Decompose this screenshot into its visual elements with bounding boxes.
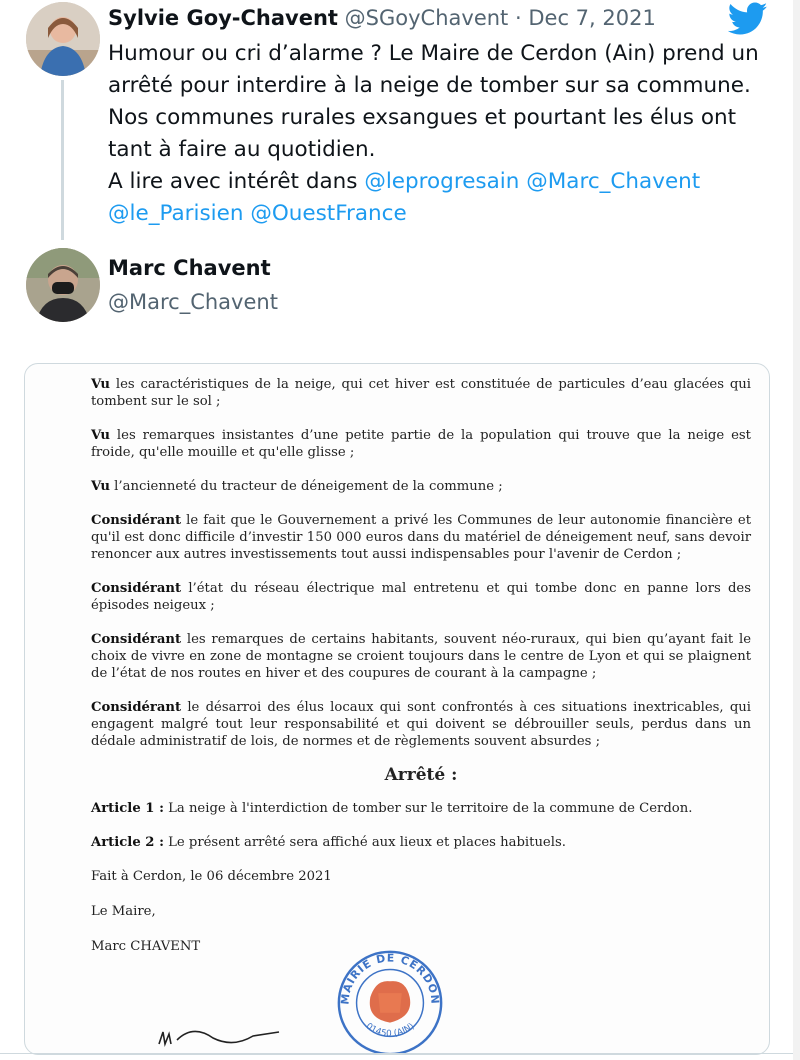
doc-article-1-text: La neige à l'interdiction de tomber sur le territoire de la commune de Cerdon. xyxy=(163,801,693,816)
thread-line xyxy=(61,80,64,240)
doc-considerant-1-label: Considérant xyxy=(91,513,182,528)
tweet-media-image[interactable] xyxy=(24,363,770,1055)
doc-vu-3-label: Vu xyxy=(91,479,110,494)
doc-le-maire: Le Maire, xyxy=(91,904,156,919)
doc-considerant-2-text: l’état du réseau électrique mal entretenu et qui tombe donc en panne lors des épisodes neigeux ; xyxy=(91,581,751,613)
bottom-divider xyxy=(0,1053,800,1054)
doc-considerant-1-text: le fait que le Gouvernement a privé les Communes de leur autonomie financière et qu'il est donc difficile d’investir 150 000 euros dans du matériel de déneigement neuf, sans devoir renoncer aux autres investissements tout aussi indispensables pour l'avenir de Cerdon ; xyxy=(91,513,751,562)
doc-considerant-4-text: le désarroi des élus locaux qui sont confrontés à ces situations inextricables, qui engagent malgré tout leur responsabilité et qui doivent se débrouiller seuls, perdus dans un dédale administratif de lois, de normes et de règlements souvent absurdes ; xyxy=(91,700,751,749)
doc-article-1-label: Article 1 : xyxy=(91,801,164,816)
mention-marc-chavent[interactable]: @Marc_Chavent xyxy=(526,169,701,194)
window-edge-scrollbar[interactable] xyxy=(793,0,800,1060)
reply-author-name[interactable]: Marc Chavent xyxy=(108,256,271,280)
doc-done-at: Fait à Cerdon, le 06 décembre 2021 xyxy=(91,869,332,884)
tweet-text-line1: Humour ou cri d’alarme ? Le Maire de Cerdon (Ain) prend un arrêté pour interdire à la neige de tomber sur sa commune. xyxy=(108,41,759,98)
arrete-document xyxy=(91,376,751,973)
mention-le-parisien[interactable]: @le_Parisien xyxy=(108,201,244,226)
doc-considerant-4 xyxy=(91,699,751,750)
mention-leprogresain[interactable]: @leprogresain xyxy=(364,169,520,194)
doc-vu-1 xyxy=(91,376,751,410)
doc-vu-1-label: Vu xyxy=(91,377,110,392)
mention-ouestfrance[interactable]: @OuestFrance xyxy=(250,201,407,226)
svg-text:01450 (AIN) xyxy=(364,1022,417,1040)
doc-considerant-1 xyxy=(91,512,751,563)
doc-vu-3-text: l’ancienneté du tracteur de déneigement de la commune ; xyxy=(109,479,503,494)
tweet-text-lead: A lire avec intérêt dans xyxy=(108,169,365,194)
tweet-date[interactable]: Dec 7, 2021 xyxy=(528,6,656,30)
doc-vu-2 xyxy=(91,427,751,461)
twitter-bird-icon[interactable] xyxy=(728,2,768,36)
doc-article-2 xyxy=(91,834,751,851)
doc-considerant-3-text: les remarques de certains habitants, souvent néo-ruraux, qui bien qu’ayant fait le choix de vivre en zone de montagne se croient toujours dans le centre de Lyon et qui se plaignent de l’état de nos routes en hiver et des coupures de courant à la campagne ; xyxy=(91,632,751,681)
doc-considerant-3 xyxy=(91,631,751,682)
doc-considerant-2-label: Considérant xyxy=(91,581,182,596)
tweet-header xyxy=(108,6,656,30)
doc-vu-2-text: les remarques insistantes d’une petite partie de la population qui trouve que la neige est froide, qu'elle mouille et qu'elle glisse ; xyxy=(91,428,751,460)
mairie-stamp-icon xyxy=(331,940,449,1055)
doc-considerant-4-label: Considérant xyxy=(91,700,182,715)
reply-author-handle[interactable]: @Marc_Chavent xyxy=(108,290,278,314)
doc-considerant-3-label: Considérant xyxy=(91,632,182,647)
author-name[interactable]: Sylvie Goy-Chavent xyxy=(108,6,338,30)
mayor-signature xyxy=(153,1014,283,1054)
header-separator: · xyxy=(514,6,522,30)
doc-considerant-2 xyxy=(91,580,751,614)
doc-article-1 xyxy=(91,800,751,817)
tweet-text-line3 xyxy=(108,166,780,230)
doc-title: Arrêté : xyxy=(384,765,458,785)
tweet-text xyxy=(108,38,780,230)
doc-vu-1-text: les caractéristiques de la neige, qui cet hiver est constituée de particules d’eau glacées qui tombent sur le sol ; xyxy=(91,377,751,409)
doc-mayor-name: Marc CHAVENT xyxy=(91,939,201,954)
reply-avatar[interactable] xyxy=(26,248,100,322)
stamp-text: MAIRIE DE CERDON xyxy=(338,951,442,1006)
author-avatar[interactable] xyxy=(26,2,100,76)
doc-article-2-label: Article 2 : xyxy=(91,835,164,850)
tweet-text-line2: Nos communes rurales exsangues et pourtant les élus ont tant à faire au quotidien. xyxy=(108,105,737,162)
doc-vu-2-label: Vu xyxy=(91,428,110,443)
author-handle[interactable]: @SGoyChavent xyxy=(344,6,509,30)
doc-article-2-text: Le présent arrêté sera affiché aux lieux et places habituels. xyxy=(163,835,566,850)
doc-vu-3 xyxy=(91,478,751,495)
stamp-subtext: 01450 (AIN) xyxy=(363,1021,417,1040)
